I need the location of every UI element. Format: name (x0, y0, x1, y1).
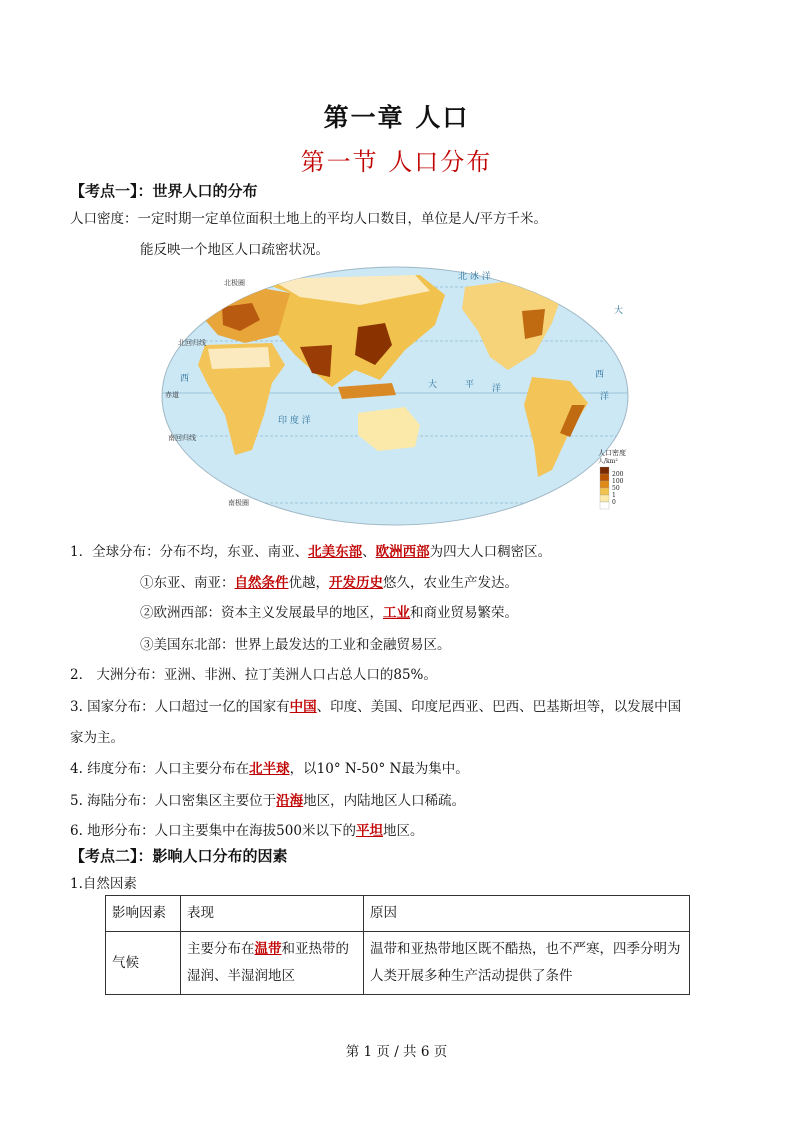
kp1-heading: 【考点一】：世界人口的分布 (70, 182, 258, 200)
label-atlantic-2: 西 (595, 370, 605, 380)
kp2-heading: 【考点二】：影响人口分布的因素 (70, 847, 288, 865)
cell-reason: 温带和亚热带地区既不酷热，也不严寒，四季分明为人类开展多种生产活动提供了条件 (364, 932, 690, 995)
factors-table (105, 895, 690, 995)
p4-latitude: 4. 纬度分布：人口主要分布在北半球，以10° N-50° N最为集中。 (70, 761, 469, 777)
world-population-map (160, 265, 630, 527)
legend-swatch (600, 488, 609, 495)
p1a-east-south-asia: ①东亚、南亚：自然条件优越，开发历史悠久，农业生产发达。 (140, 575, 518, 591)
section-title: 第一节 人口分布 (300, 148, 493, 176)
hl-coastal: 沿海 (276, 793, 304, 809)
hl-northern-hemisphere: 北半球 (249, 761, 290, 777)
legend-swatch (600, 474, 609, 481)
label-antarctic-circle: 南极圈 (228, 499, 249, 507)
legend-value-label: 200 (612, 471, 624, 478)
hl-europe-west: 欧洲西部 (375, 544, 430, 560)
legend-unit: 人/km² (598, 458, 618, 465)
label-pacific-3: 洋 (492, 384, 502, 394)
p3-country-cont: 家为主。 (70, 730, 124, 746)
p1-global: 1．全球分布：分布不均，东亚、南亚、北美东部、欧洲西部为四大人口稠密区。 (70, 544, 552, 560)
label-pacific-1: 大 (428, 380, 438, 390)
label-atlantic-xi-left: 西 (180, 374, 190, 384)
legend-swatch (600, 481, 609, 488)
legend-value-label: 50 (612, 485, 620, 492)
p1b-west-europe: ②欧洲西部：资本主义发展最早的地区，工业和商业贸易繁荣。 (140, 605, 518, 621)
hl-temperate: 温带 (254, 941, 282, 957)
label-tropic-capricorn: 南回归线 (168, 434, 196, 442)
hl-china: 中国 (289, 699, 317, 715)
label-atlantic-3: 洋 (600, 392, 610, 402)
chapter-title: 第一章 人口 (323, 103, 470, 132)
legend-swatch (600, 467, 609, 474)
p2-continent: 2． 大洲分布：亚洲、非洲、拉丁美洲人口占总人口的85%。 (70, 667, 437, 683)
th-factor: 影响因素 (106, 896, 181, 932)
legend-value-label: 0 (612, 499, 616, 506)
cell-factor-climate: 气候 (106, 932, 181, 995)
label-atlantic-1: 大 (614, 306, 624, 316)
kp2-natural-factors: 1.自然因素 (70, 876, 137, 892)
land-greenland (545, 267, 590, 285)
legend-swatch (600, 495, 609, 502)
table-row (106, 932, 690, 995)
label-tropic-cancer: 北回归线 (178, 339, 206, 347)
hl-industry: 工业 (383, 605, 410, 621)
label-indian-ocean: 印 度 洋 (278, 416, 311, 426)
cell-performance: 主要分布在温带和亚热带的湿润、半湿润地区 (181, 932, 364, 995)
legend-swatch (600, 502, 609, 509)
hl-natural-conditions: 自然条件 (234, 575, 289, 591)
page-footer: 第 1 页 / 共 6 页 (345, 1044, 448, 1060)
table-header-row (106, 896, 690, 932)
hl-flat: 平坦 (355, 823, 383, 839)
legend-value-label: 1 (612, 492, 616, 499)
p1c-usa-northeast: ③美国东北部：世界上最发达的工业和金融贸易区。 (140, 637, 451, 653)
th-reason: 原因 (364, 896, 690, 932)
p6-terrain: 6. 地形分布：人口主要集中在海拔500米以下的平坦地区。 (70, 823, 424, 839)
africa-sahara (208, 347, 270, 369)
label-arctic-ocean: 北 冰 洋 (458, 272, 491, 282)
label-equator: 赤道 (165, 391, 179, 399)
label-arctic-circle: 北极圈 (224, 279, 245, 287)
th-performance: 表现 (181, 896, 364, 932)
density-definition: 人口密度：一定时期一定单位面积土地上的平均人口数目，单位是人/平方千米。 (70, 211, 548, 227)
label-pacific-2: 平 (465, 380, 475, 390)
hl-development-history: 开发历史 (329, 575, 383, 591)
p3-country: 3. 国家分布：人口超过一亿的国家有中国、印度、美国、印度尼西亚、巴西、巴基斯坦等，以发展中国 (70, 699, 682, 715)
na-east-dense (522, 309, 545, 339)
hl-na-east: 北美东部 (308, 544, 363, 560)
legend-title: 人口密度 (598, 449, 626, 457)
p5-sea-land: 5. 海陆分布：人口密集区主要位于沿海地区，内陆地区人口稀疏。 (70, 793, 466, 809)
map-legend (598, 448, 626, 509)
legend-value-label: 100 (612, 478, 624, 485)
density-note: 能反映一个地区人口疏密状况。 (140, 242, 329, 258)
